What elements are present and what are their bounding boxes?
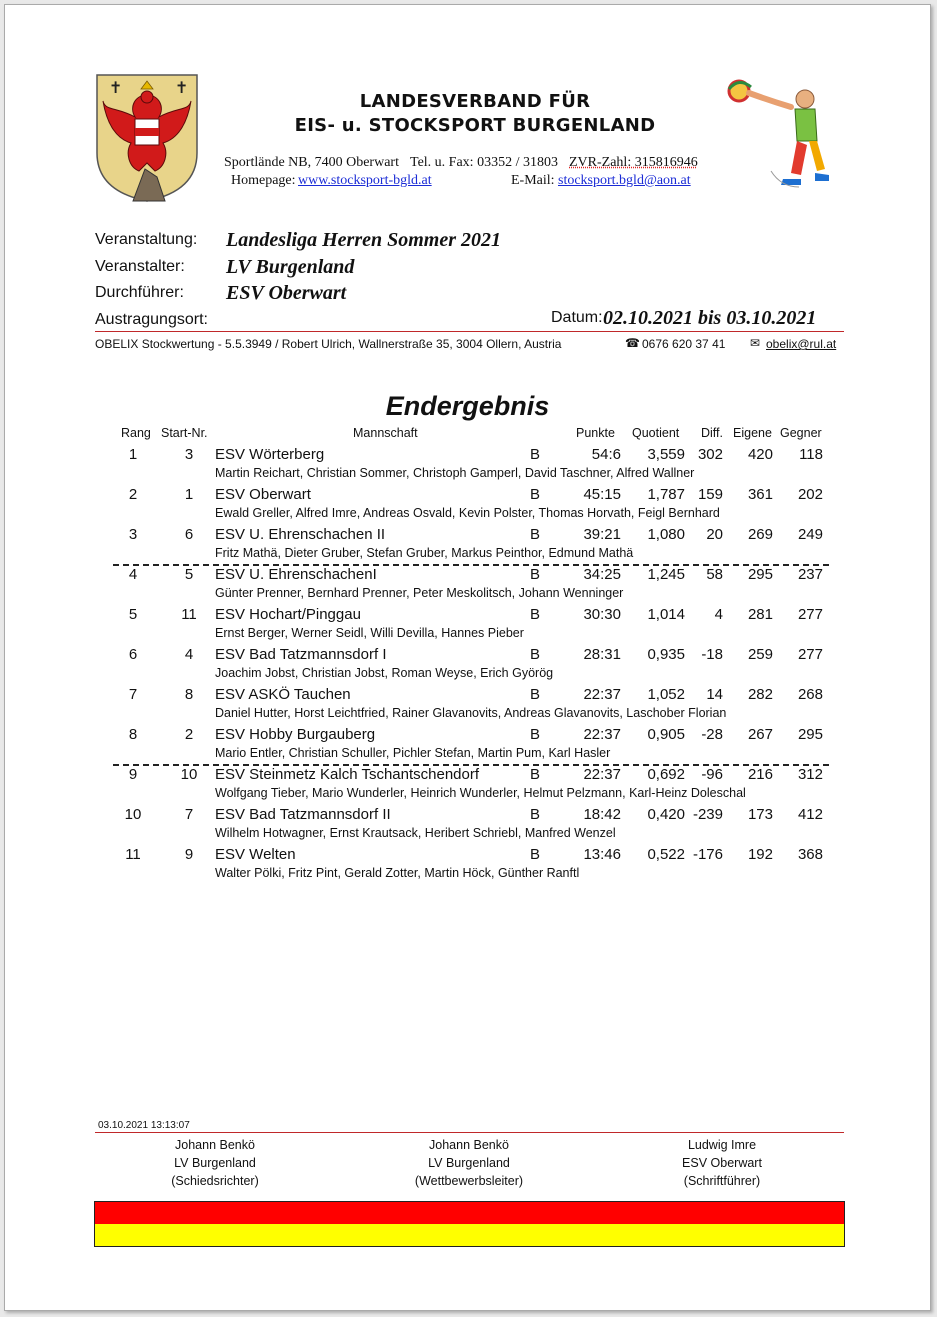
cell-gegner: 412 [797,806,823,823]
cell-rang: 3 [128,526,138,543]
col-punkte: Punkte [576,426,615,440]
cell-gegner: 268 [797,686,823,703]
homepage-label: Homepage: [231,173,296,188]
cell-rang: 10 [124,806,142,823]
cell-punkte: 34:25 [583,566,621,583]
col-start: Start-Nr. [161,426,208,440]
cell-gegner: 295 [797,726,823,743]
col-eigene: Eigene [733,426,772,440]
durchfuehrer-label: Durchführer: [95,284,184,301]
cell-rang: 2 [128,486,138,503]
cell-group: B [529,446,540,463]
signature-name: Johann Benkö [175,1138,255,1152]
signature-org: LV Burgenland [428,1156,510,1170]
cell-diff: 20 [706,526,723,543]
email-label: E-Mail: [511,173,555,188]
signature-wettbewerbsleiter [369,1136,569,1190]
cell-group: B [529,486,540,503]
team-players: Joachim Jobst, Christian Jobst, Roman Weyse, Erich Györög [215,666,554,680]
veranstalter-value: LV Burgenland [226,256,355,278]
cell-quotient: 1,052 [647,686,685,703]
cell-gegner: 312 [797,766,823,783]
signature-role: (Wettbewerbsleiter) [414,1174,524,1188]
team-players: Wilhelm Hotwagner, Ernst Krautsack, Heribert Schriebl, Manfred Wenzel [215,826,616,840]
cell-start: 1 [184,486,194,503]
association-title-line1: LANDESVERBAND FÜR [359,91,591,112]
mail-icon: ✉ [750,336,761,350]
cell-group: B [529,566,540,583]
team-players: Fritz Mathä, Dieter Gruber, Stefan Gruber, Markus Peinthor, Edmund Mathä [215,546,634,560]
cell-group: B [529,726,540,743]
cell-start: 6 [184,526,194,543]
cell-group: B [529,766,540,783]
cell-team: ESV Welten [215,846,296,863]
datum-value: 02.10.2021 bis 03.10.2021 [603,307,817,329]
cell-rang: 8 [128,726,138,743]
cell-quotient: 0,905 [647,726,685,743]
cell-diff: -96 [701,766,723,783]
team-players: Mario Entler, Christian Schuller, Pichler Stefan, Martin Pum, Karl Hasler [215,746,611,760]
software-email[interactable]: obelix@rul.at [766,337,837,351]
coat-of-arms-icon [95,73,199,203]
flag-stripe-yellow [95,1224,844,1246]
cell-punkte: 13:46 [583,846,621,863]
cell-rang: 6 [128,646,138,663]
cell-team: ESV Bad Tatzmannsdorf II [215,806,391,823]
cell-rang: 9 [128,766,138,783]
phone-fax: Tel. u. Fax: 03352 / 31803 [410,155,558,170]
cell-quotient: 1,014 [647,606,685,623]
cell-gegner: 277 [797,606,823,623]
cell-eigene: 282 [747,686,773,703]
cell-eigene: 192 [747,846,773,863]
cell-rang: 5 [128,606,138,623]
cell-diff: 4 [714,606,723,623]
cell-eigene: 267 [747,726,773,743]
cell-rang: 11 [125,846,141,863]
cell-punkte: 45:15 [583,486,621,503]
email-link[interactable]: stocksport.bgld@aon.at [558,173,691,188]
cell-start: 10 [180,766,198,783]
cell-punkte: 22:37 [583,726,621,743]
print-timestamp: 03.10.2021 13:13:07 [98,1120,190,1131]
cell-group: B [529,686,540,703]
svg-text:✝: ✝ [109,78,123,97]
cell-punkte: 22:37 [583,766,621,783]
signature-schriftfuehrer [622,1136,822,1190]
signature-org: ESV Oberwart [682,1156,762,1170]
cell-team: ESV Bad Tatzmannsdorf I [215,646,387,663]
cell-team: ESV Hochart/Pinggau [215,606,361,623]
cell-group: B [529,646,540,663]
cell-team: ESV Hobby Burgauberg [215,726,376,743]
cell-start: 11 [181,606,197,623]
cell-start: 7 [184,806,194,823]
cell-rang: 4 [128,566,138,583]
association-title-line2: EIS- u. STOCKSPORT BURGENLAND [294,115,656,136]
team-players: Wolfgang Tieber, Mario Wunderler, Heinrich Wunderler, Helmut Pelzmann, Karl-Heinz Doleschal [215,786,746,800]
cell-quotient: 1,787 [647,486,685,503]
cell-group: B [529,526,540,543]
cell-eigene: 281 [747,606,773,623]
team-players: Martin Reichart, Christian Sommer, Christoph Gamperl, David Taschner, Alfred Wallner [215,466,695,480]
cell-quotient: 1,080 [647,526,685,543]
signature-role: (Schiedsrichter) [171,1174,259,1188]
cell-diff: -239 [692,806,723,823]
address: Sportlände NB, 7400 Oberwart [224,155,399,170]
cell-start: 9 [184,846,194,863]
cell-team: ESV U. EhrenschachenI [215,566,377,583]
cell-start: 8 [184,686,194,703]
cell-eigene: 420 [747,446,773,463]
col-gegner: Gegner [780,426,822,440]
cell-gegner: 237 [797,566,823,583]
cell-eigene: 361 [747,486,773,503]
cell-quotient: 3,559 [647,446,685,463]
cell-eigene: 216 [747,766,773,783]
stock-player-icon [721,75,833,193]
cell-team: ESV ASKÖ Tauchen [215,686,351,703]
cell-diff: 302 [697,446,723,463]
cell-diff: -28 [701,726,723,743]
cell-quotient: 0,420 [647,806,685,823]
cell-group: B [529,606,540,623]
flag-stripe-red [95,1202,844,1224]
phone-icon: ☎ [625,336,640,350]
cell-rang: 1 [128,446,138,463]
document-page [4,4,931,1311]
cell-eigene: 259 [747,646,773,663]
cell-start: 3 [184,446,194,463]
datum-label: Datum: [551,309,603,326]
results-title: Endergebnis [385,391,550,421]
durchfuehrer-value: ESV Oberwart [226,282,347,304]
cell-punkte: 18:42 [583,806,621,823]
signature-role: (Schriftführer) [683,1174,761,1188]
cell-gegner: 118 [799,446,823,463]
cell-gegner: 249 [797,526,823,543]
cell-diff: 159 [697,486,723,503]
signature-schiedsrichter [115,1136,315,1190]
cell-punkte: 30:30 [583,606,621,623]
veranstalter-label: Veranstalter: [95,258,185,275]
austragungsort-label: Austragungsort: [95,311,208,328]
team-players: Ernst Berger, Werner Seidl, Willi Devilla, Hannes Pieber [215,626,524,640]
relegation-line [113,764,829,766]
cell-gegner: 202 [797,486,823,503]
signature-name: Johann Benkö [429,1138,509,1152]
col-team: Mannschaft [353,426,418,440]
veranstaltung-value: Landesliga Herren Sommer 2021 [226,229,502,251]
cell-diff: 14 [706,686,723,703]
cell-quotient: 0,692 [647,766,685,783]
col-quotient: Quotient [632,426,680,440]
veranstaltung-label: Veranstaltung: [95,231,198,248]
zvr-number: ZVR-Zahl: 315816946 [569,155,698,170]
team-players: Walter Pölki, Fritz Pint, Gerald Zotter, Martin Höck, Günther Ranftl [215,866,580,880]
signature-name: Ludwig Imre [687,1138,757,1152]
cell-start: 2 [184,726,194,743]
header-divider [95,331,844,332]
cell-punkte: 54:6 [591,446,621,463]
cell-gegner: 368 [797,846,823,863]
cell-group: B [529,846,540,863]
cell-quotient: 0,935 [647,646,685,663]
cell-team: ESV Oberwart [215,486,311,503]
svg-text:✝: ✝ [175,78,189,97]
cell-quotient: 0,522 [647,846,685,863]
cell-diff: -18 [701,646,723,663]
signature-org: LV Burgenland [174,1156,256,1170]
burgenland-flag [94,1201,845,1247]
software-info: OBELIX Stockwertung - 5.5.3949 / Robert Ulrich, Wallnerstraße 35, 3004 Ollern, Austria [95,337,562,351]
cell-gegner: 277 [797,646,823,663]
footer-divider [95,1132,844,1133]
promotion-line [113,564,829,566]
cell-eigene: 295 [747,566,773,583]
cell-quotient: 1,245 [647,566,685,583]
cell-punkte: 28:31 [583,646,621,663]
cell-group: B [529,806,540,823]
cell-punkte: 22:37 [583,686,621,703]
cell-diff: 58 [706,566,723,583]
cell-start: 5 [184,566,194,583]
col-diff: Diff. [701,426,723,440]
team-players: Ewald Greller, Alfred Imre, Andreas Osvald, Kevin Polster, Thomas Horvath, Feigl Bernhard [215,506,720,520]
software-phone: 0676 620 37 41 [642,337,726,351]
homepage-link[interactable]: www.stocksport-bgld.at [298,173,432,188]
cell-team: ESV Steinmetz Kalch Tschantschendorf [215,766,480,783]
cell-team: ESV U. Ehrenschachen II [215,526,386,543]
cell-team: ESV Wörterberg [215,446,325,463]
team-players: Daniel Hutter, Horst Leichtfried, Rainer Glavanovits, Andreas Glavanovits, Laschober Florian [215,706,727,720]
cell-eigene: 173 [747,806,773,823]
cell-rang: 7 [128,686,138,703]
team-players: Günter Prenner, Bernhard Prenner, Peter Meskolitsch, Johann Wenninger [215,586,624,600]
col-rang: Rang [121,426,151,440]
cell-eigene: 269 [747,526,773,543]
cell-diff: -176 [692,846,723,863]
cell-punkte: 39:21 [583,526,621,543]
cell-start: 4 [184,646,194,663]
